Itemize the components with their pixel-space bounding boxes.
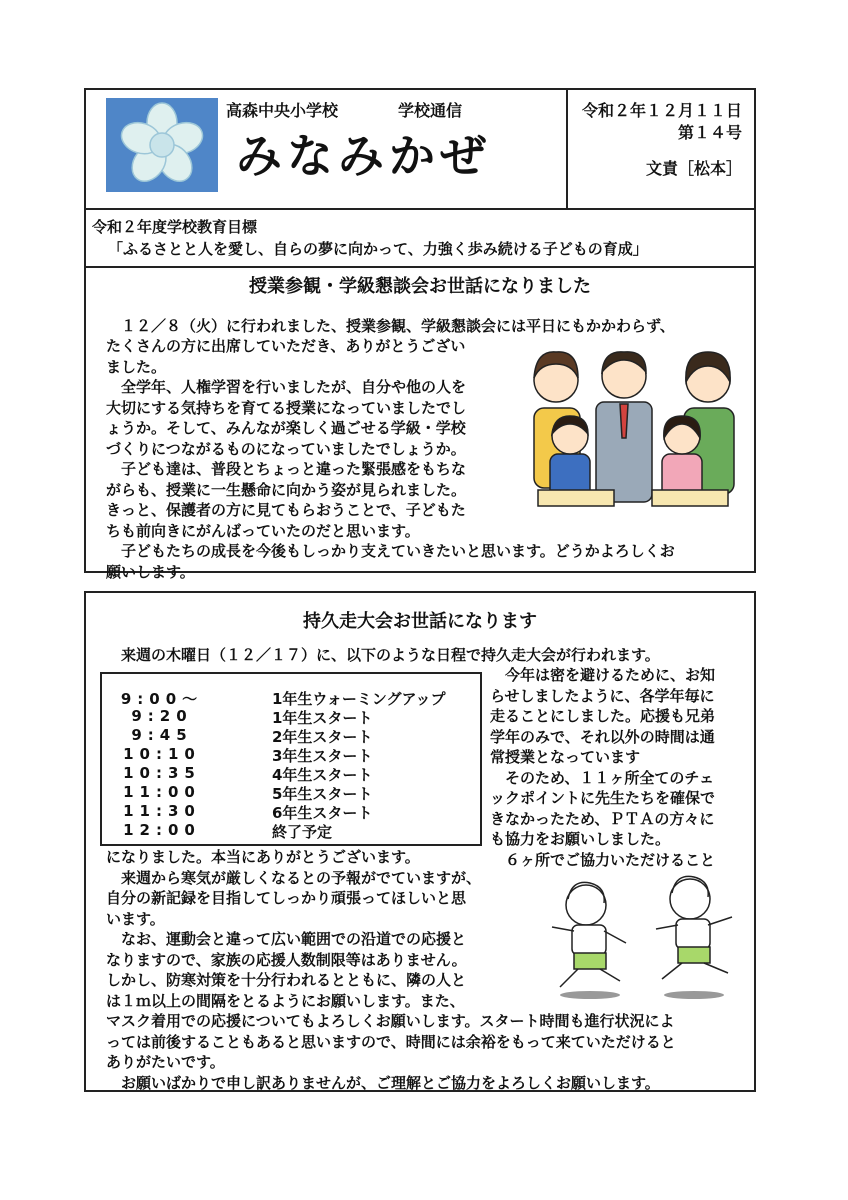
schedule-row <box>102 726 480 745</box>
schedule-time: 10:10 <box>123 745 201 763</box>
newsletter-header <box>84 88 756 268</box>
goal-text: 「ふるさとと人を愛し、自らの夢に向かって、力強く歩み続ける子どもの育成」 <box>108 240 648 258</box>
schedule-time: 10:35 <box>123 764 201 782</box>
schedule-time: 11:00 <box>123 783 201 801</box>
issue-author: 文責［松本］ <box>645 159 742 178</box>
newsletter-title: みなみかぜ <box>236 129 491 183</box>
schedule-time: 9:00～ <box>120 690 204 708</box>
schedule-row <box>102 745 480 764</box>
school-name: 高森中央小学校 <box>226 101 339 120</box>
schedule-time: 9:20 <box>131 707 193 725</box>
schedule-event: 終了予定 <box>272 823 333 841</box>
issue-number: 第１４号 <box>677 123 742 142</box>
schedule-time: 9:45 <box>131 726 193 744</box>
section-marathon <box>84 591 756 1092</box>
schedule-row <box>102 783 480 802</box>
schedule-row <box>102 688 480 707</box>
family-illustration <box>516 338 746 508</box>
schedule-time: 11:30 <box>123 802 201 820</box>
section2-intro: 来週の木曜日（１２／１７）に、以下のような日程で持久走大会が行われます。 <box>106 646 660 664</box>
race-schedule <box>100 672 482 846</box>
cherry-blossom-logo <box>106 98 218 192</box>
running-children-illustration <box>538 869 748 1009</box>
section1-paragraph-wide: １２／８（火）に行われました、授業参観、学級懇談会には平日にもかかわらず、 <box>106 317 675 335</box>
schedule-event: 5年生スタート <box>272 785 373 803</box>
section2-side-text: 今年は密を避けるために、お知 らせしましたように、各学年毎に 走ることにしました。応援も兄弟 学年のみで、それ以外の時間は通 常授業となっています そのため、１１ヶ所全てのチェ ックポイントに先生たちを確保で きなかったため、ＰＴＡの方々に も協力をお願いしました。 ６ヶ所でご協力いただけること <box>490 666 716 869</box>
section1-paragraph-end: 子どもたちの成長を今後もしっかり支えていきたいと思います。どうかよろしくお 願いします。 <box>106 542 675 581</box>
section2-body-narrow: になりました。本当にありがとうございます。 来週から寒気が厳しくなるとの予報がでていますが、 自分の新記録を目指してしっかり頑張ってほしいと思 います。 なお、運動会と違って広い範囲での沿道での応援と なりますので、家族の応援人数制限等はありません。 しかし、防寒対策を十分行われるとともに、隣の人と は１ｍ以上の間隔をとるようにお願いします。また、 <box>106 848 482 1010</box>
issue-date: 令和２年１２月１１日 <box>581 101 742 120</box>
masthead <box>86 90 568 208</box>
section1-title: 授業参観・学級懇談会お世話になりました <box>249 276 591 297</box>
goal-label: 令和２年度学校教育目標 <box>92 218 258 236</box>
schedule-event: 6年生スタート <box>272 804 373 822</box>
section2-body-wide: マスク着用での応援についてもよろしくお願いします。スタート時間も進行状況によ っては前後することもあると思いますので、時間には余裕をもって来ていただけると ありがたいです。 お願いばかりで申し訳ありませんが、ご理解とご協力をよろしくお願いします。 <box>106 1012 676 1092</box>
schedule-event: 1年生ウォーミングアップ <box>272 690 446 708</box>
schedule-row <box>102 707 480 726</box>
schedule-row <box>102 802 480 821</box>
schedule-time: 12:00 <box>123 821 201 839</box>
section-open-class <box>84 262 756 581</box>
schedule-event: 3年生スタート <box>272 747 373 765</box>
schedule-row <box>102 764 480 783</box>
issue-info <box>568 90 754 208</box>
schedule-event: 2年生スタート <box>272 728 373 746</box>
schedule-event: 4年生スタート <box>272 766 373 784</box>
newsletter-label: 学校通信 <box>398 101 463 120</box>
school-goal <box>86 208 754 266</box>
schedule-event: 1年生スタート <box>272 709 373 727</box>
section1-paragraph-narrow: たくさんの方に出席していただき、ありがとうござい ました。 全学年、人権学習を行いましたが、自分や他の人を 大切にする気持ちを育てる授業になっていましたでし ょうか。そして、みんなが楽しく過ごせる学級・学校 づくりにつながるものになっていましたでしょうか。 子ども達は、普段とちょっと違った緊張感をもちな がらも、授業に一生懸命に向かう姿が見られました。 きっと、保護者の方に見てもらおうことで、子どもた ちも前向きにがんばっていたのだと思います。 <box>106 337 467 540</box>
schedule-row <box>102 821 480 840</box>
section2-title: 持久走大会お世話になります <box>303 611 537 632</box>
